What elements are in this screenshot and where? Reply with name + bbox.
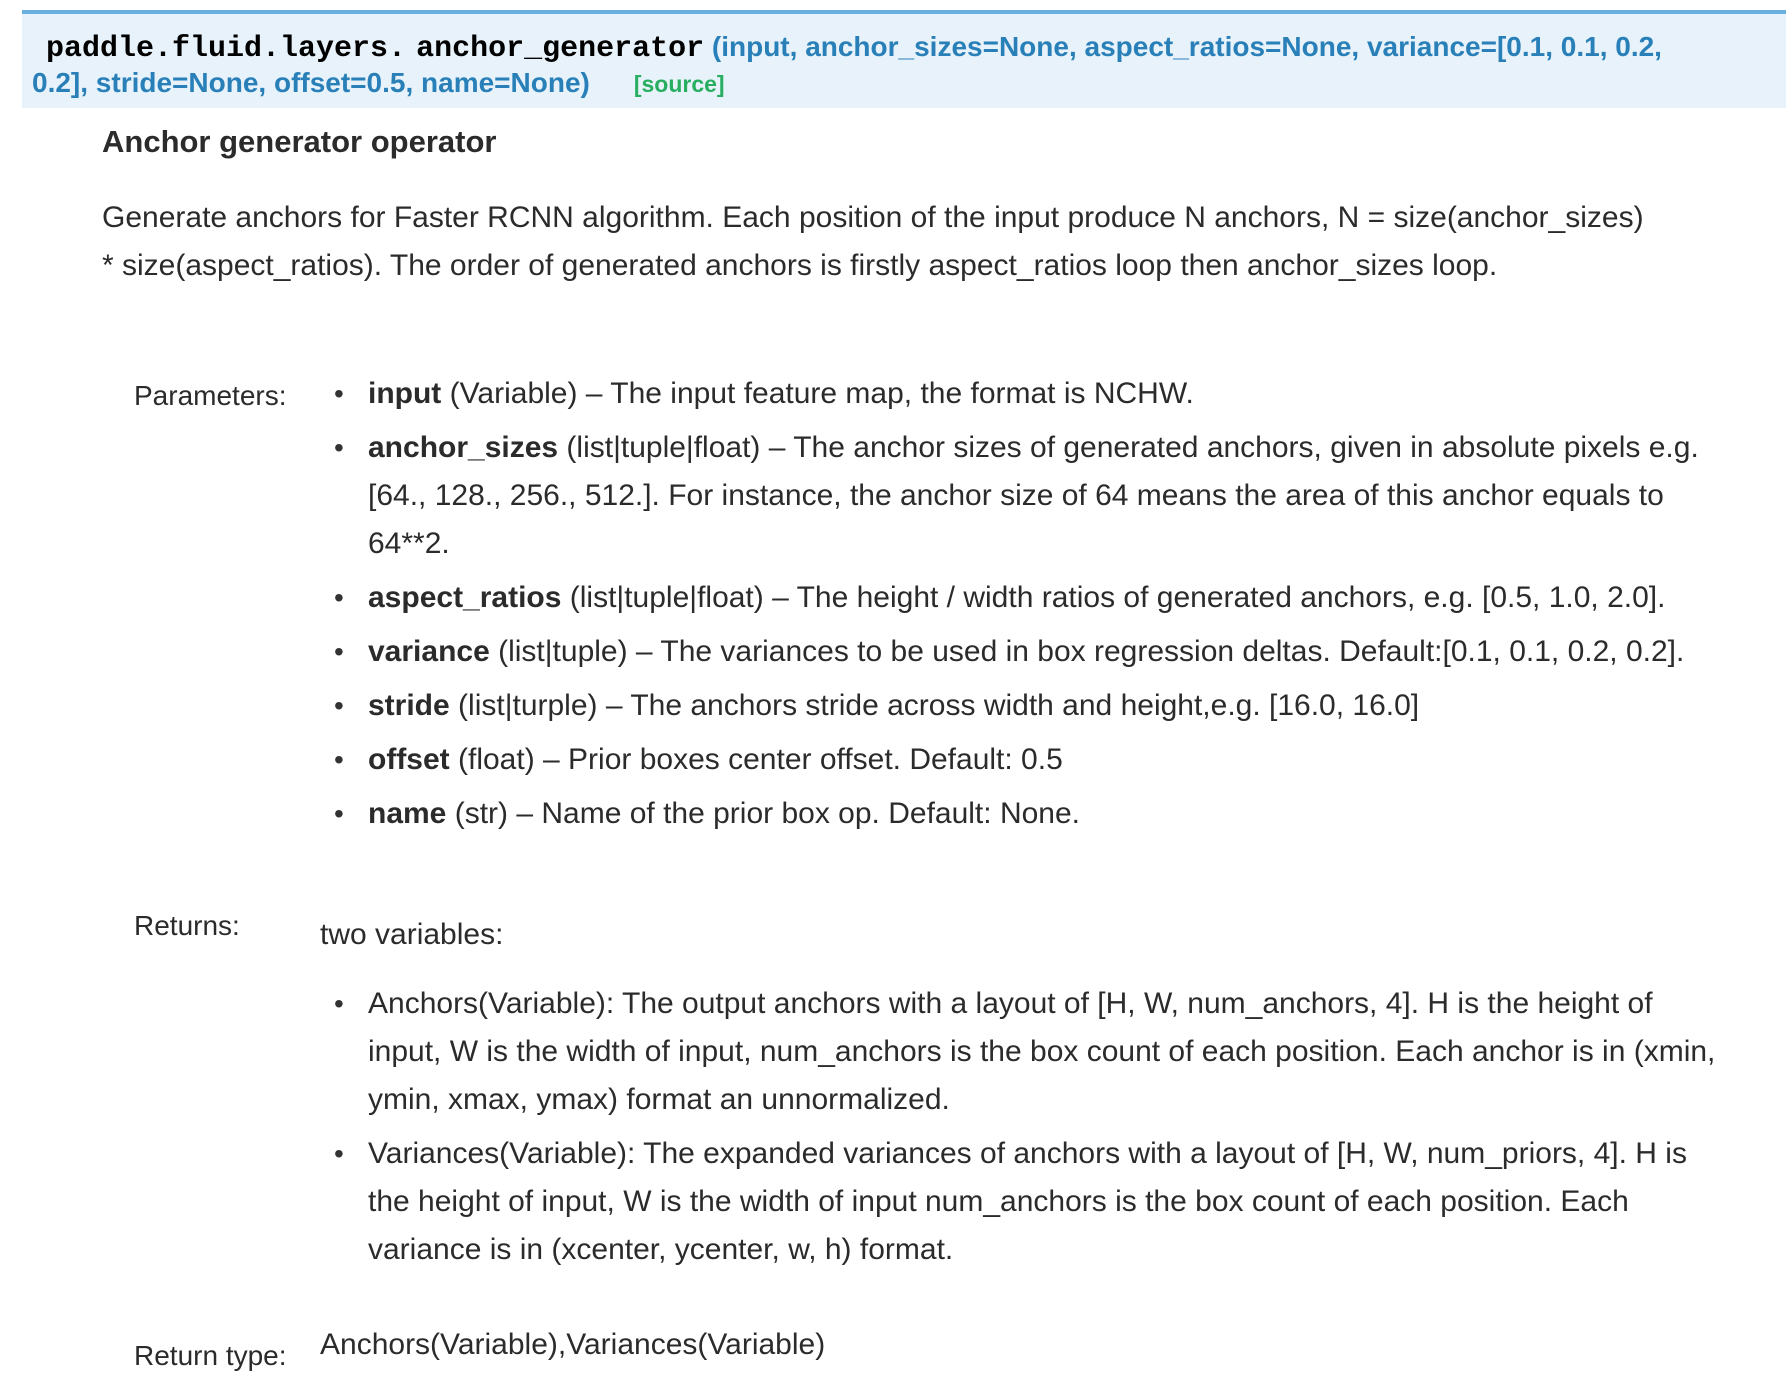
signature-params-line2: 0.2], stride=None, offset=0.5, name=None) [32, 67, 590, 98]
param-desc: (float) – Prior boxes center offset. Default: 0.5 [449, 743, 1063, 776]
param-aspect-ratios [334, 574, 1724, 622]
parameters-list [334, 370, 1724, 844]
param-name: offset [368, 743, 450, 776]
return-type-value: Anchors(Variable),Variances(Variable) [320, 1328, 826, 1361]
returns-intro: two variables: [320, 918, 504, 951]
return-anchors [334, 980, 1724, 1124]
module-path: paddle.fluid.layers. [46, 32, 407, 66]
summary-title: Anchor generator operator [102, 124, 497, 159]
param-name: name [368, 797, 447, 830]
param-desc: (list|tuple) – The variances to be used in box regression deltas. Default:[0.1, 0.1, 0.2, 0.2]. [489, 635, 1685, 668]
returns-list [334, 980, 1724, 1280]
return-variances [334, 1130, 1724, 1274]
param-anchor-sizes [334, 424, 1724, 568]
source-link[interactable]: [source] [633, 71, 725, 97]
param-offset [334, 736, 1724, 784]
param-name: variance [368, 635, 490, 668]
param-desc: (str) – Name of the prior box op. Default: None. [446, 797, 1080, 830]
function-signature [22, 10, 1786, 108]
param-name: aspect_ratios [368, 581, 562, 614]
param-input [334, 370, 1724, 418]
return-type-label: Return type: [134, 1340, 287, 1371]
param-name: anchor_sizes [368, 431, 559, 464]
returns-label: Returns: [134, 910, 240, 941]
param-name-arg [334, 790, 1724, 838]
signature-params-line1: (input, anchor_sizes=None, aspect_ratios=None, variance=[0.1, 0.1, 0.2, [711, 31, 1662, 62]
return-desc: Anchors(Variable): The output anchors with a layout of [H, W, num_anchors, 4]. H is the height of input, W is the width of input, num_anchors is the box count of each position. Each anchor is in (xmin, ymin, xmax, ymax) format an unnormalized. [368, 987, 1716, 1116]
param-stride [334, 682, 1724, 730]
param-desc: (list|tuple|float) – The height / width ratios of generated anchors, e.g. [0.5, 1.0, 2.0]. [561, 581, 1666, 614]
parameters-label: Parameters: [134, 380, 287, 411]
return-desc: Variances(Variable): The expanded variances of anchors with a layout of [H, W, num_priors, 4]. H is the height of input, W is the width of input num_anchors is the box count of each position. Each variance is in (xcenter, ycenter, w, h) format. [368, 1137, 1687, 1266]
param-desc: (Variable) – The input feature map, the format is NCHW. [441, 377, 1194, 410]
param-desc: (list|turple) – The anchors stride across width and height,e.g. [16.0, 16.0] [449, 689, 1420, 722]
description: Generate anchors for Faster RCNN algorithm. Each position of the input produce N anchors, N = size(anchor_sizes) * size(aspect_ratios). The order of generated anchors is firstly aspect_ratios loop then anchor_sizes loop. [102, 201, 1644, 282]
param-desc: (list|tuple|float) – The anchor sizes of generated anchors, given in absolute pixels e.g. [64., 128., 256., 512.]. For instance, the anchor size of 64 means the area of this anchor equals to 64**2. [368, 431, 1699, 560]
param-name: stride [368, 689, 450, 722]
function-name: anchor_generator [416, 32, 705, 66]
param-variance [334, 628, 1724, 676]
param-name: input [368, 377, 442, 410]
